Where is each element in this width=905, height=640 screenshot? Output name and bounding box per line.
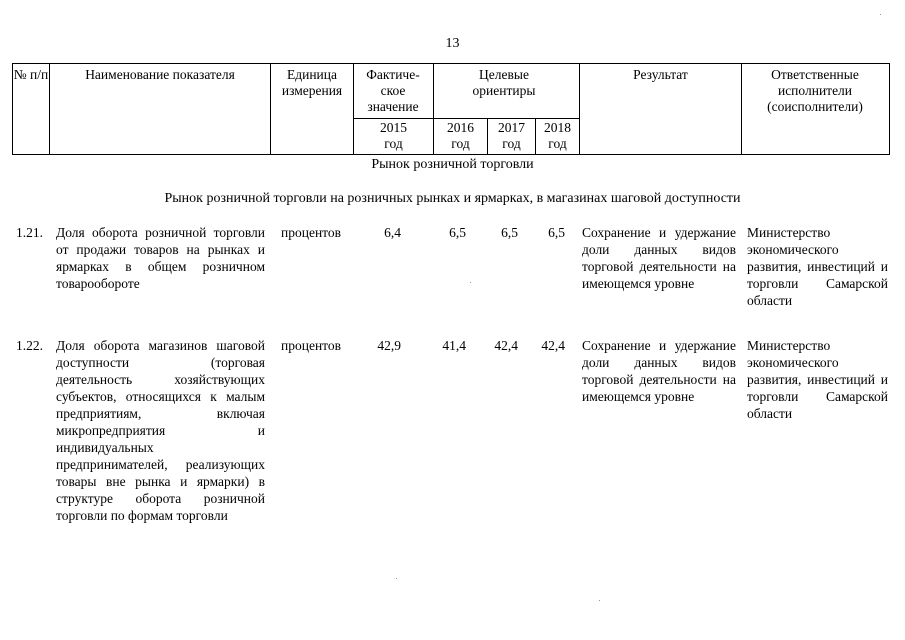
row-executors: Министерство экономического развития, инвестиций и торговли Самарской области <box>747 338 888 421</box>
table-header <box>12 63 890 155</box>
row-value-2017: 42,4 <box>494 338 518 353</box>
row-value-2018: 6,5 <box>548 225 565 240</box>
row-value-2016: 6,5 <box>449 225 466 240</box>
row-result: Сохранение и удержание доли данных видов торговой деятельности на имеющемся уровне <box>582 338 736 404</box>
header-no: № п/п <box>13 67 49 82</box>
row-value-2018: 42,4 <box>541 338 565 353</box>
row-indicator-name: Доля оборота розничной торговли от продажи товаров на рынках и ярмарках в общем розничном товарообороте <box>56 225 265 291</box>
header-targets: Целевые ориентиры <box>472 67 536 98</box>
header-year-2017: 2017 год <box>498 120 525 151</box>
scan-speck <box>599 600 600 601</box>
header-unit: Единица измерения <box>281 67 343 98</box>
row-result: Сохранение и удержание доли данных видов торговой деятельности на имеющемся уровне <box>582 225 736 291</box>
row-indicator-name: Доля оборота магазинов шаговой доступности (торговая деятельность хозяйствующих субъектов, относящихся к малым предприятиям, включая микропредприятия и индивидуальных предпринимателей, реализующих товары вне рынка и ярмарки) в структуре оборота розничной торговли по формам торговли <box>56 338 265 523</box>
row-value-2015: 6,4 <box>384 225 401 240</box>
scan-speck <box>880 14 881 15</box>
subsection-title: Рынок розничной торговли на розничных рынках и ярмарках, в магазинах шаговой доступности <box>164 191 741 206</box>
header-year-2016: 2016 год <box>447 120 474 151</box>
row-value-2016: 41,4 <box>442 338 466 353</box>
header-year-2015: 2015 год <box>380 120 407 151</box>
scan-speck <box>396 578 397 579</box>
row-unit: процентов <box>281 338 342 353</box>
header-result: Результат <box>633 67 688 82</box>
row-unit: процентов <box>281 225 342 240</box>
header-executors: Ответственные исполнители (соисполнители) <box>767 67 863 114</box>
header-actual: Фактиче-ское значение <box>366 67 420 114</box>
row-value-2017: 6,5 <box>501 225 518 240</box>
row-number: 1.21. <box>16 225 43 240</box>
row-number: 1.22. <box>16 338 43 353</box>
header-name: Наименование показателя <box>85 67 235 82</box>
scan-speck <box>470 282 471 283</box>
page-number: 13 <box>445 36 460 51</box>
header-year-2018: 2018 год <box>544 120 571 151</box>
section-title: Рынок розничной торговли <box>371 157 534 172</box>
row-value-2015: 42,9 <box>377 338 401 353</box>
row-executors: Министерство экономического развития, инвестиций и торговли Самарской области <box>747 225 888 308</box>
